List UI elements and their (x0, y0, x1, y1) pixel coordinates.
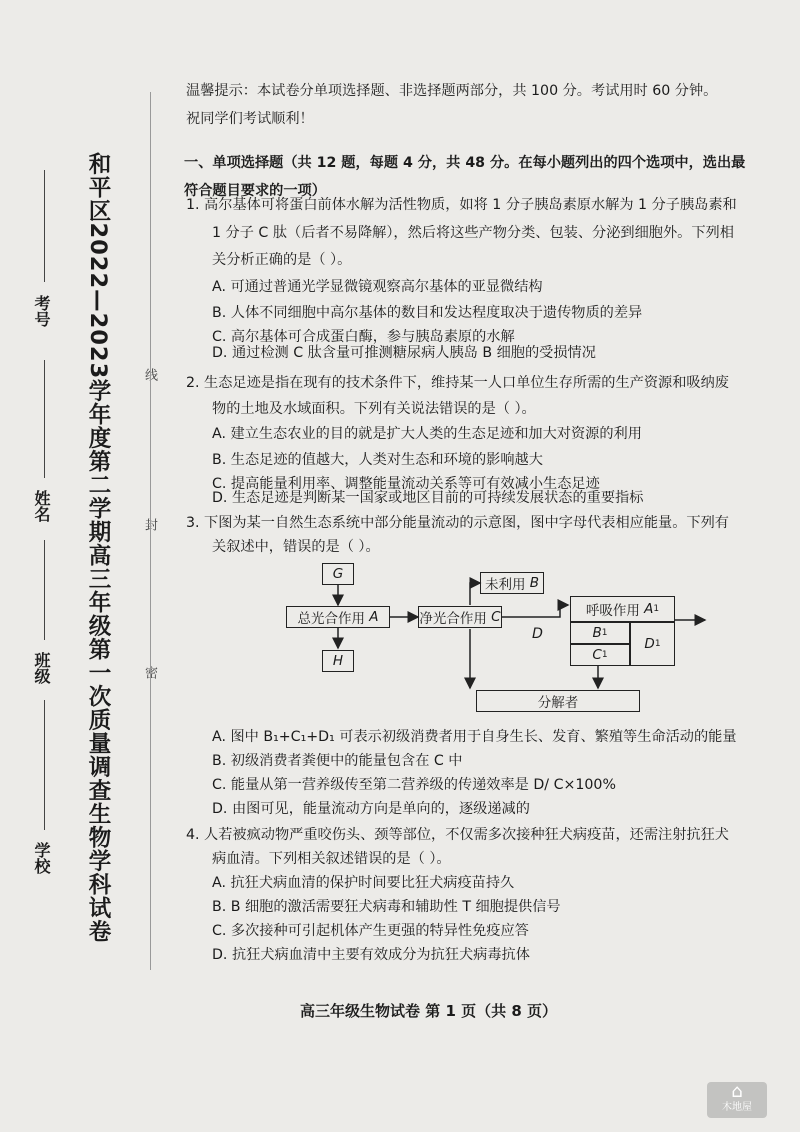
notice-line-1: 温馨提示：本试卷分单项选择题、非选择题两部分，共 100 分。考试用时 60 分钟。 (186, 83, 718, 99)
watermark-logo (707, 1082, 767, 1118)
q1-stem-3: 关分析正确的是（ ）。 (212, 252, 352, 268)
q3-option-d: D. 由图可见，能量流动方向是单向的，逐级递减的 (212, 801, 530, 817)
c1-label: C (592, 647, 602, 663)
node-respiration (570, 596, 675, 622)
node-net-photosynthesis (418, 606, 502, 628)
q4-stem-2: 病血清。下列相关叙述错误的是（ ）。 (212, 851, 451, 867)
node-g (322, 563, 354, 585)
node-total-photosynthesis (286, 606, 390, 628)
seal-mark-mi: 密 (142, 666, 157, 679)
q1-stem-1: 1. 高尔基体可将蛋白前体水解为活性物质，如将 1 分子胰岛素原水解为 1 分子胰岛素和 (186, 197, 737, 213)
school-label: 学校 (32, 842, 51, 874)
q4-option-a: A. 抗狂犬病血清的保护时间要比狂犬病疫苗持久 (212, 875, 515, 891)
q4-option-d: D. 抗狂犬病血清中主要有效成分为抗狂犬病毒抗体 (212, 947, 530, 963)
node-c1 (570, 644, 630, 666)
q1-stem-2: 1 分子 C 肽（后者不易降解），然后将这些产物分类、包装、分泌到细胞外。下列相 (212, 225, 734, 241)
q1-option-d: D. 通过检测 C 肽含量可推测糖尿病人胰岛 B 细胞的受损情况 (212, 345, 596, 361)
node-decomposer (476, 690, 640, 712)
q3-stem-1: 3. 下图为某一自然生态系统中部分能量流动的示意图，图中字母代表相应能量。下列有 (186, 515, 729, 531)
number-label: 考号 (32, 295, 51, 327)
q2-option-d: D. 生态足迹是判断某一国家或地区目前的可持续发展状态的重要指标 (212, 490, 644, 506)
node-d1 (630, 622, 675, 666)
q3-option-c: C. 能量从第一营养级传至第二营养级的传递效率是 D/ C×100% (212, 777, 616, 793)
q2-option-b: B. 生态足迹的值越大，人类对生态和环境的影响越大 (212, 452, 543, 468)
node-h (322, 650, 354, 672)
decomposer-label: 分解者 (537, 695, 579, 711)
q2-stem-2: 物的土地及水域面积。下列有关说法错误的是（ ）。 (212, 401, 536, 417)
page-footer: 高三年级生物试卷 第 1 页（共 8 页） (300, 1002, 557, 1020)
c1-sub: 1 (601, 650, 608, 660)
exam-title: 和平区2022—2023学年度第二学期高三年级第一次质量调查生物学科试卷 (85, 152, 111, 944)
net-photosynthesis-label: 净光合作用 (419, 611, 487, 627)
q2-option-a: A. 建立生态农业的目的就是扩大人类的生态足迹和加大对资源的利用 (212, 426, 642, 442)
respiration-var: A (644, 601, 654, 617)
q2-stem-1: 2. 生态足迹是指在现有的技术条件下，维持某一人口单位生存所需的生产资源和吸纳废 (186, 375, 729, 391)
q4-stem-1: 4. 人若被疯动物严重咬伤头、颈等部位，不仅需多次接种狂犬病疫苗，还需注射抗狂犬 (186, 827, 729, 843)
unused-label: 未利用 (484, 577, 526, 593)
q1-option-a: A. 可通过普通光学显微镜观察高尔基体的亚显微结构 (212, 279, 543, 295)
d1-sub: 1 (654, 639, 661, 649)
seal-mark-xian: 线 (142, 368, 157, 381)
node-b1 (570, 622, 630, 644)
q3-option-b: B. 初级消费者粪便中的能量包含在 C 中 (212, 753, 463, 769)
node-g-label: G (332, 566, 344, 582)
node-unused (480, 572, 544, 594)
arrow-label-d: D (532, 626, 543, 642)
section-header-line-2: 符合题目要求的一项） (184, 183, 326, 199)
section-header-line-1: 一、单项选择题（共 12 题，每题 4 分，共 48 分。在每小题列出的四个选项中，选出最 (184, 155, 746, 171)
q4-option-c: C. 多次接种可引起机体产生更强的特异性免疫应答 (212, 923, 529, 939)
b1-sub: 1 (601, 628, 608, 638)
q4-option-b: B. B 细胞的激活需要狂犬病毒和辅助性 T 细胞提供信号 (212, 899, 561, 915)
total-photosynthesis-var: A (369, 609, 379, 625)
q1-option-c: C. 高尔基体可合成蛋白酶，参与胰岛素原的水解 (212, 329, 515, 345)
q1-option-b: B. 人体不同细胞中高尔基体的数目和发达程度取决于遗传物质的差异 (212, 305, 643, 321)
seal-mark-feng: 封 (142, 518, 157, 531)
d1-label: D (644, 636, 655, 652)
total-photosynthesis-label: 总光合作用 (297, 611, 365, 627)
q2-option-c: C. 提高能量利用率、调整能量流动关系等可有效减小生态足迹 (212, 476, 600, 492)
net-photosynthesis-var: C (491, 609, 501, 625)
q3-stem-2: 关叙述中，错误的是（ ）。 (212, 539, 380, 555)
respiration-label: 呼吸作用 (585, 603, 640, 619)
respiration-sub: 1 (653, 604, 660, 614)
b1-label: B (592, 625, 602, 641)
house-icon: ⌂ (731, 1081, 743, 1102)
unused-var: B (529, 575, 540, 591)
node-h-label: H (332, 653, 344, 669)
notice-line-2: 祝同学们考试顺利！ (186, 111, 314, 127)
q3-option-a: A. 图中 B₁+C₁+D₁ 可表示初级消费者用于自身生长、发育、繁殖等生命活动的能量 (212, 729, 737, 745)
name-label: 姓名 (32, 490, 51, 522)
class-label: 班级 (32, 652, 51, 684)
watermark-text: 木地屋 (722, 1102, 752, 1113)
